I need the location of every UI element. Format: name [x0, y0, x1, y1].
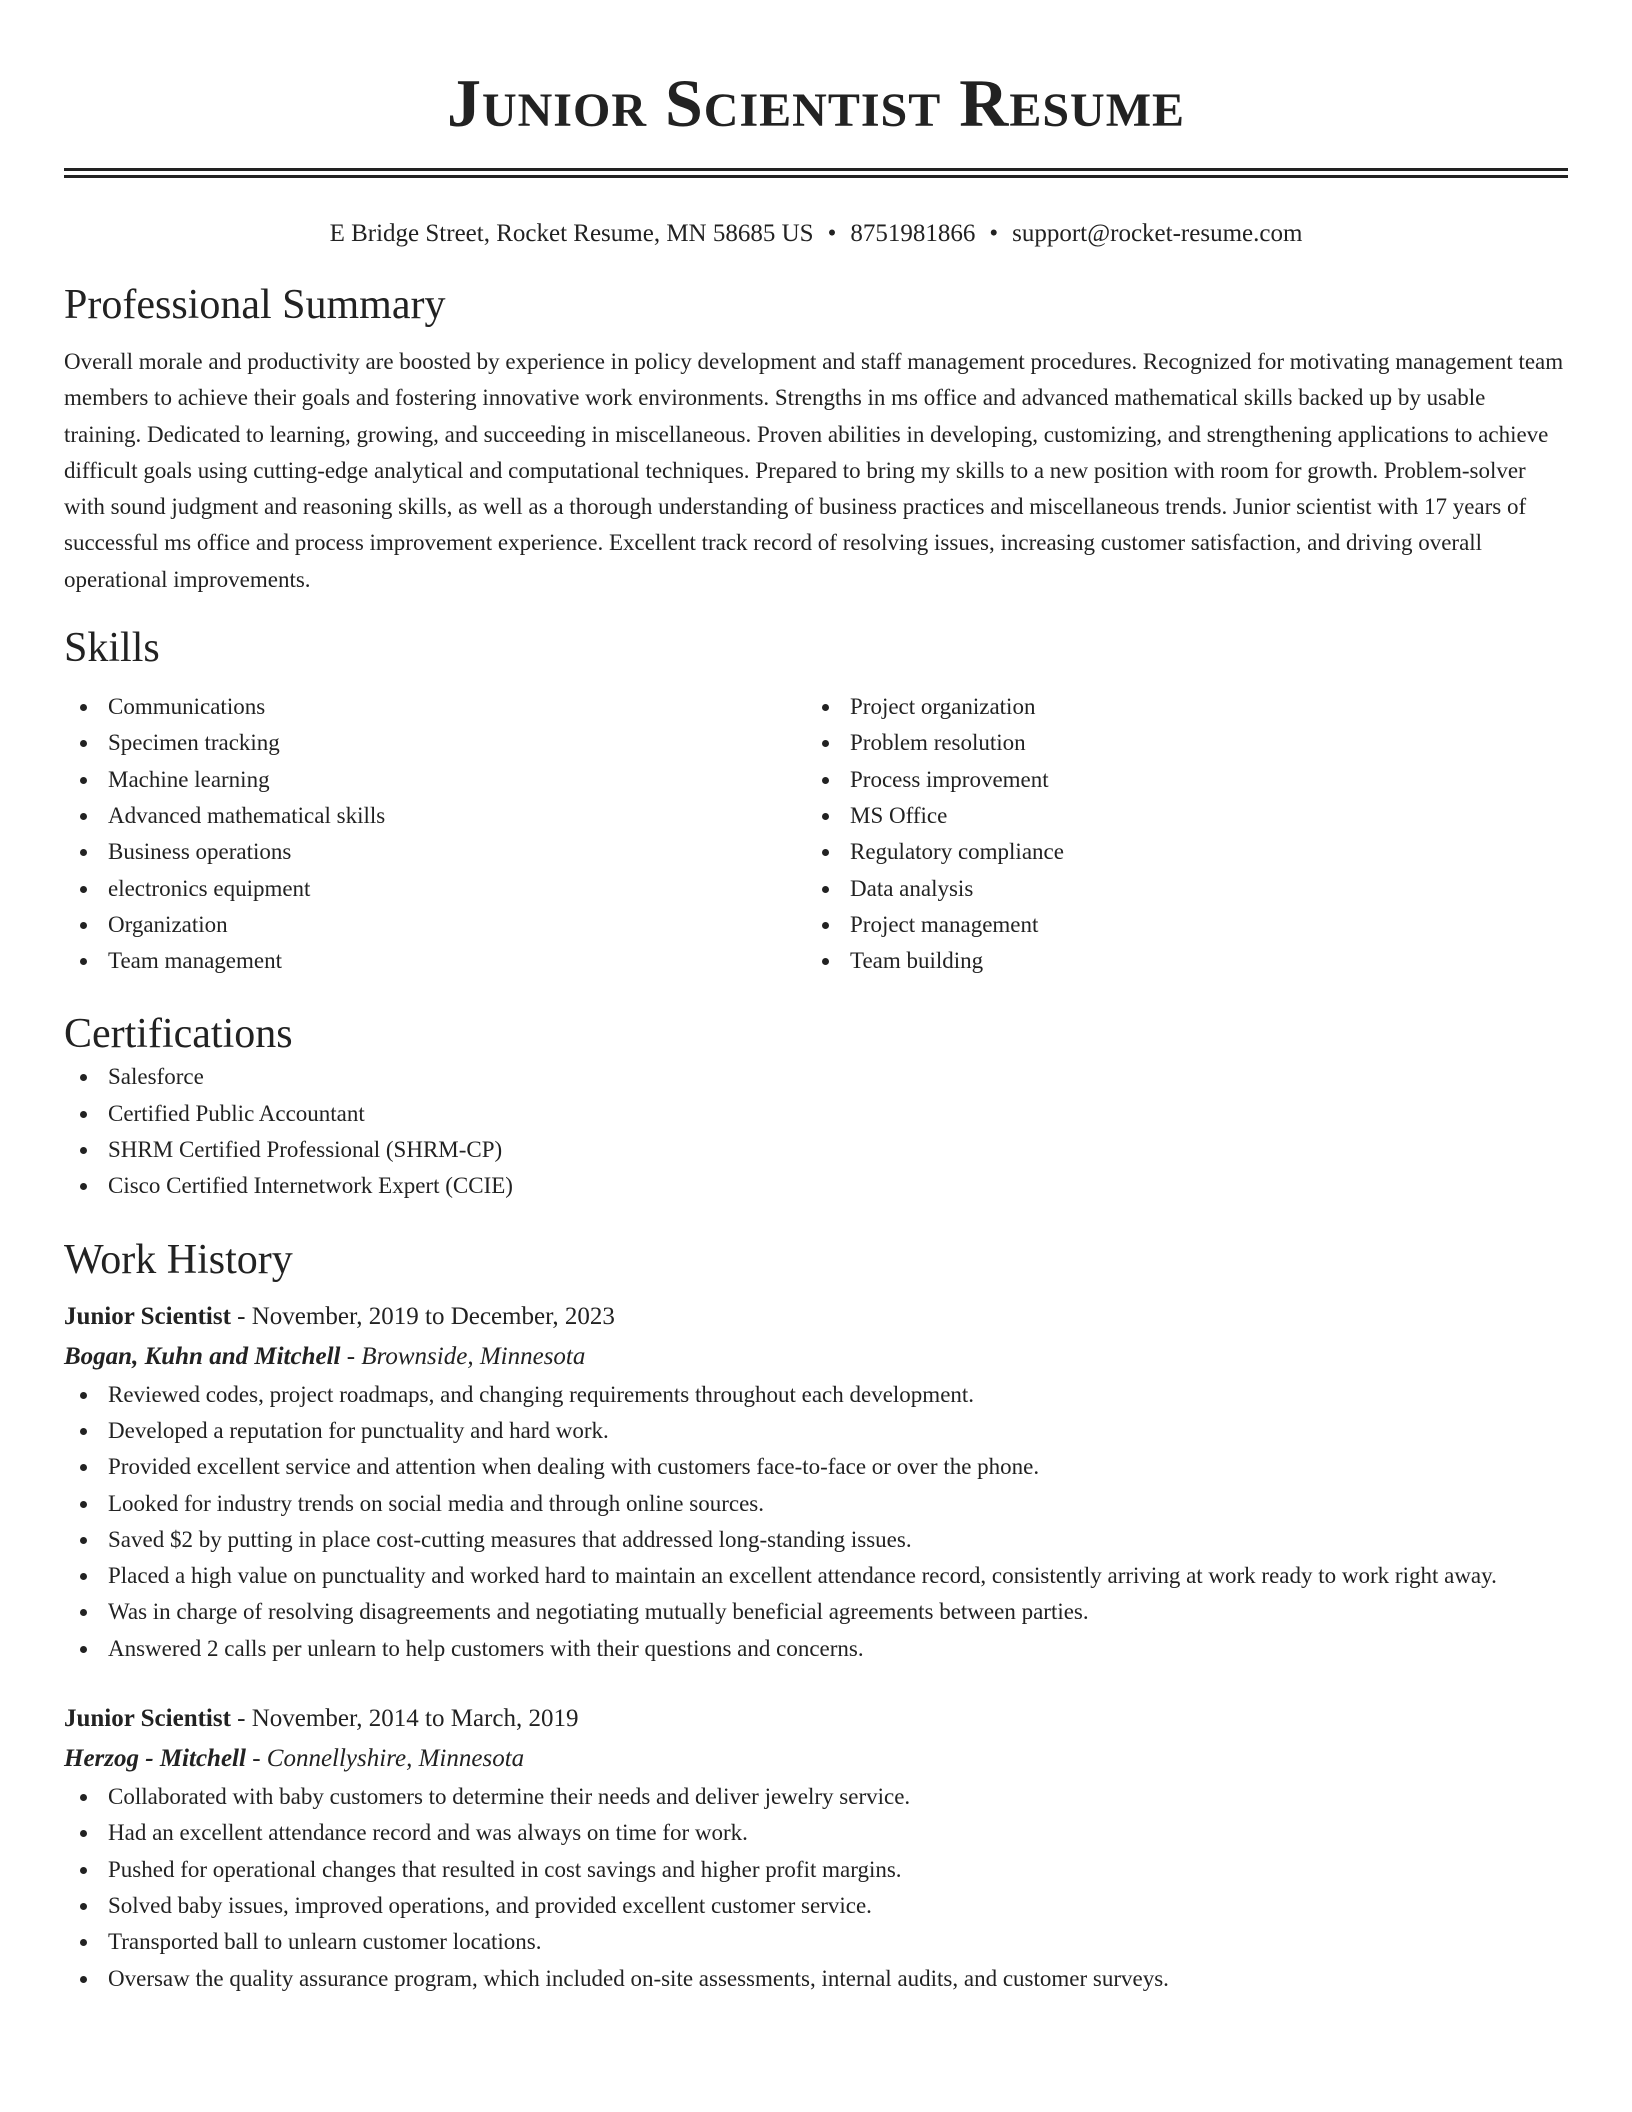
certification-item: Salesforce: [64, 1059, 1568, 1095]
job-bullet: Reviewed codes, project roadmaps, and changing requirements throughout each development.: [64, 1377, 1568, 1413]
contact-separator: •: [827, 220, 837, 247]
job-bullet: Answered 2 calls per unlearn to help customers with their questions and concerns.: [64, 1631, 1568, 1667]
skill-item: MS Office: [806, 798, 1548, 834]
skill-item: Business operations: [64, 834, 806, 870]
contact-email: support@rocket-resume.com: [1012, 220, 1303, 247]
job-bullet: Had an excellent attendance record and was always on time for work.: [64, 1815, 1568, 1851]
job-location: - Connellyshire, Minnesota: [245, 1745, 525, 1773]
contact-separator: •: [989, 220, 999, 247]
skill-item: Machine learning: [64, 762, 806, 798]
skill-item: Team building: [806, 943, 1548, 979]
skills-column-left: [64, 689, 806, 979]
skill-item: Communications: [64, 689, 806, 725]
job-company: Herzog - Mitchell: [64, 1745, 246, 1773]
job-title-line: [64, 1297, 1568, 1337]
title-divider: [64, 168, 1568, 178]
contact-phone: 8751981866: [850, 220, 976, 247]
contact-line: [64, 218, 1568, 250]
skill-item: Data analysis: [806, 871, 1548, 907]
job-dates: - November, 2019 to December, 2023: [230, 1302, 615, 1330]
skills-list-right: [806, 689, 1548, 979]
resume-title: Junior Scientist Resume: [446, 65, 1186, 141]
job-bullet: Transported ball to unlearn customer locations.: [64, 1924, 1568, 1960]
summary-text: Overall morale and productivity are boosted by experience in policy development and staff management procedures. Recognized for motivating management team members to achieve their goals and fostering innovative work environments. Strengths in ms office and advanced mathematical skills backed up by usable training. Dedicated to learning, growing, and succeeding in miscellaneous. Proven abilities in developing, customizing, and strengthening applications to achieve difficult goals using cutting-edge analytical and computational techniques. Prepared to bring my skills to a new position with room for growth. Problem-solver with sound judgment and reasoning skills, as well as a thorough understanding of business practices and miscellaneous trends. Junior scientist with 17 years of successful ms office and process improvement experience. Excellent track record of resolving issues, increasing customer satisfaction, and driving overall operational improvements.: [64, 349, 1564, 592]
job-bullets: [64, 1377, 1568, 1667]
skill-item: Team management: [64, 943, 806, 979]
skill-item: Specimen tracking: [64, 725, 806, 761]
job-bullets: [64, 1779, 1568, 1997]
contact-address: E Bridge Street, Rocket Resume, MN 58685 US: [329, 220, 814, 247]
resume-page: [64, 0, 1568, 1997]
skills-grid: [64, 689, 1568, 979]
job-title: Junior Scientist: [64, 1705, 231, 1733]
job-location: - Brownside, Minnesota: [340, 1342, 586, 1370]
job-title: Junior Scientist: [64, 1302, 231, 1330]
skill-item: Organization: [64, 907, 806, 943]
section-heading-certifications: Certifications: [64, 1011, 293, 1058]
job-company: Bogan, Kuhn and Mitchell: [64, 1342, 341, 1370]
certification-item: Certified Public Accountant: [64, 1096, 1568, 1132]
skill-item: Process improvement: [806, 762, 1548, 798]
job-bullet: Saved $2 by putting in place cost-cutting measures that addressed long-standing issues.: [64, 1522, 1568, 1558]
skills-column-right: [806, 689, 1548, 979]
skill-item: electronics equipment: [64, 871, 806, 907]
skill-item: Problem resolution: [806, 725, 1548, 761]
job-title-line: [64, 1699, 1568, 1739]
job-entry: [64, 1699, 1568, 1997]
skills-list-left: [64, 689, 806, 979]
job-bullet: Oversaw the quality assurance program, which included on-site assessments, internal audits, and customer surveys.: [64, 1961, 1568, 1997]
certification-item: Cisco Certified Internetwork Expert (CCIE): [64, 1168, 1568, 1204]
job-bullet: Provided excellent service and attention when dealing with customers face-to-face or over the phone.: [64, 1449, 1568, 1485]
job-company-line: [64, 1337, 1568, 1377]
certification-item: SHRM Certified Professional (SHRM-CP): [64, 1132, 1568, 1168]
section-heading-skills: Skills: [64, 625, 160, 672]
job-bullet: Collaborated with baby customers to determine their needs and deliver jewelry service.: [64, 1779, 1568, 1815]
job-bullet: Was in charge of resolving disagreements and negotiating mutually beneficial agreements between parties.: [64, 1594, 1568, 1630]
job-entry: [64, 1297, 1568, 1667]
job-company-line: [64, 1739, 1568, 1779]
job-bullet: Pushed for operational changes that resulted in cost savings and higher profit margins.: [64, 1852, 1568, 1888]
skill-item: Regulatory compliance: [806, 834, 1548, 870]
skill-item: Project management: [806, 907, 1548, 943]
job-bullet: Developed a reputation for punctuality and hard work.: [64, 1413, 1568, 1449]
job-bullet: Solved baby issues, improved operations, and provided excellent customer service.: [64, 1888, 1568, 1924]
job-bullet: Placed a high value on punctuality and worked hard to maintain an excellent attendance record, consistently arriving at work ready to work right away.: [64, 1558, 1568, 1594]
skill-item: Project organization: [806, 689, 1548, 725]
job-dates: - November, 2014 to March, 2019: [230, 1705, 579, 1733]
section-heading-work-history: Work History: [64, 1236, 293, 1283]
job-bullet: Looked for industry trends on social media and through online sources.: [64, 1486, 1568, 1522]
certifications-list: [64, 1059, 1568, 1204]
section-heading-summary: Professional Summary: [64, 282, 446, 328]
skill-item: Advanced mathematical skills: [64, 798, 806, 834]
